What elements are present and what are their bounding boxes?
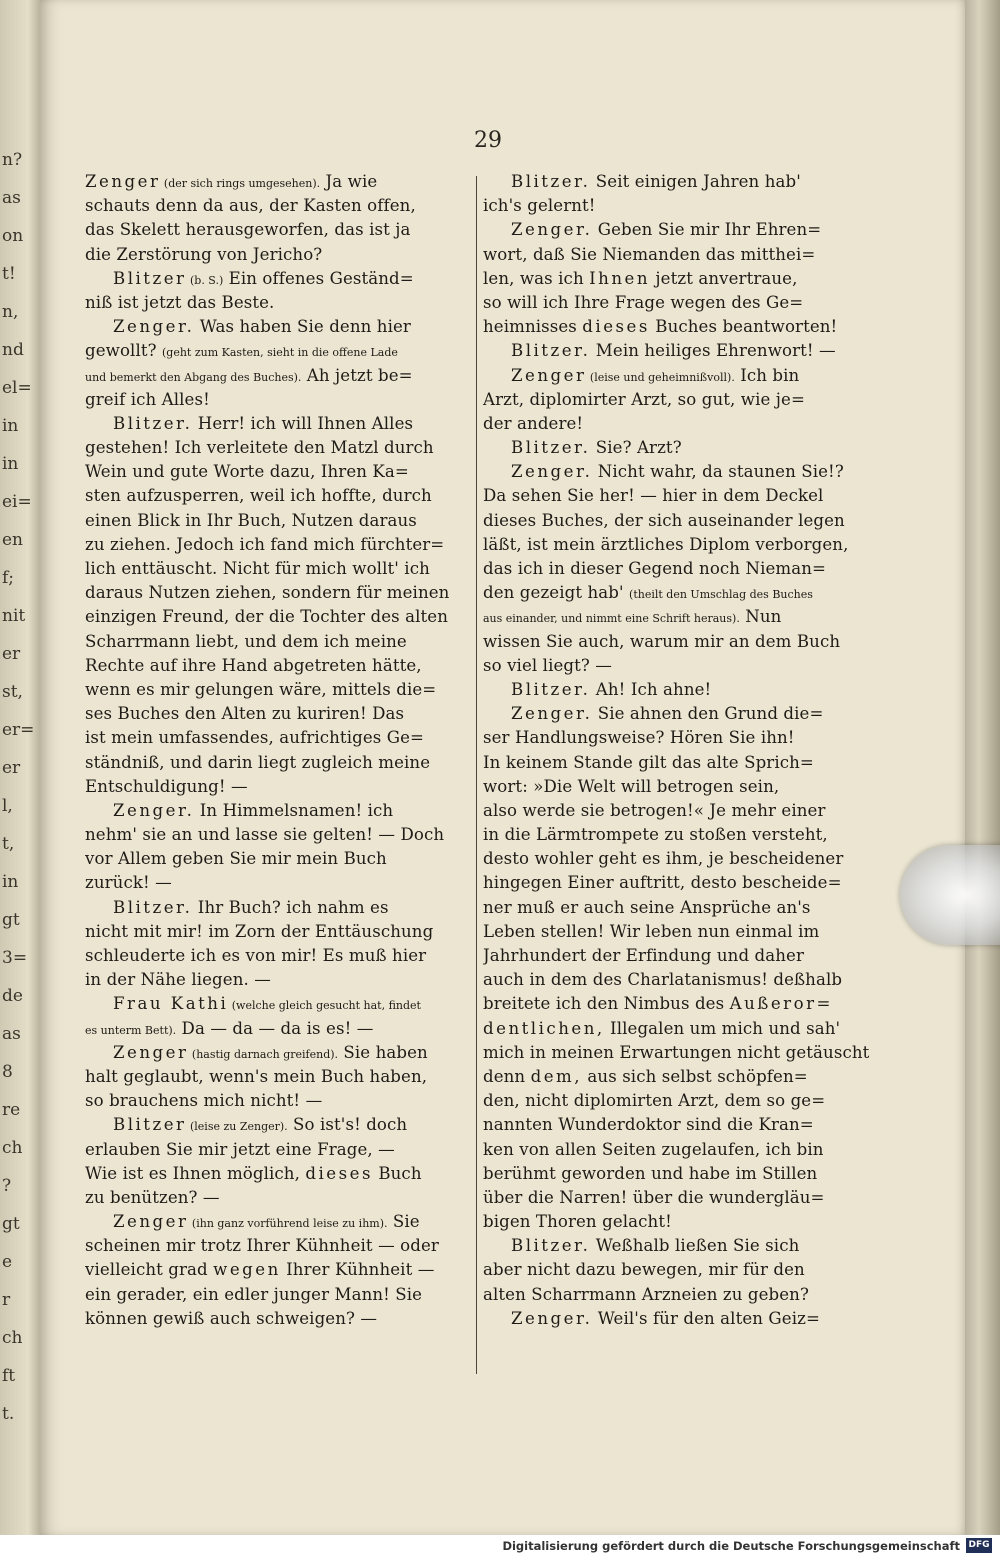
line-text: Ah jetzt be= xyxy=(301,365,413,385)
line-text: Ah! Ich ahne! xyxy=(590,679,712,699)
text-line xyxy=(85,509,485,533)
margin-fragment: in xyxy=(2,416,19,436)
stage-direction: (theilt den Umschlag des Buches xyxy=(629,588,813,602)
line-text: vor Allem geben Sie mir mein Buch xyxy=(85,849,387,869)
line-text: so brauchens mich nicht! — xyxy=(85,1091,323,1111)
line-text: greif ich Alles! xyxy=(85,389,210,409)
margin-fragment: in xyxy=(2,454,19,474)
margin-fragment: ch xyxy=(2,1138,23,1158)
text-line xyxy=(85,339,485,363)
line-text: Ein offenes Geständ= xyxy=(223,268,414,288)
margin-fragment: de xyxy=(2,986,23,1006)
speaker-name: Blitzer xyxy=(113,268,187,288)
margin-fragment: en xyxy=(2,530,24,550)
text-line xyxy=(85,412,485,436)
margin-fragment: t, xyxy=(2,834,15,854)
line-text: den gezeigt hab' xyxy=(483,583,630,603)
text-line xyxy=(483,1186,883,1210)
stage-direction: (welche gleich gesucht hat, findet xyxy=(228,999,421,1013)
text-line xyxy=(483,533,883,557)
line-text: Ja wie xyxy=(320,172,378,191)
margin-fragment: nit xyxy=(2,606,26,626)
line-text: Sie ahnen den Grund die= xyxy=(592,704,824,724)
text-line xyxy=(85,436,485,460)
line-text: len, was ich xyxy=(483,268,590,288)
line-text: halt geglaubt, wenn's mein Buch haben, xyxy=(85,1066,428,1086)
text-line xyxy=(85,775,485,799)
text-line xyxy=(85,388,485,412)
line-text: ich's gelernt! xyxy=(483,196,596,216)
previous-page-edge xyxy=(0,0,40,1535)
speaker-name: Blitzer xyxy=(113,1115,187,1135)
speaker-name: Außeror= xyxy=(729,994,833,1014)
line-text: gewollt? xyxy=(85,341,162,361)
line-text: lich enttäuscht. Nicht für mich wollt' ich xyxy=(85,559,430,578)
text-line xyxy=(85,1065,485,1089)
line-text: Wie ist es Ihnen möglich, xyxy=(85,1163,306,1183)
text-line xyxy=(483,944,883,968)
text-line xyxy=(85,557,485,581)
text-line xyxy=(483,1307,883,1331)
line-text: Sie xyxy=(387,1212,420,1232)
margin-fragment: t! xyxy=(2,264,16,284)
margin-fragment: e xyxy=(2,1252,13,1272)
text-line xyxy=(483,775,883,799)
line-text: desto wohler geht es ihm, je bescheidener xyxy=(483,849,844,869)
line-text: breitete ich den Nimbus des xyxy=(483,994,730,1014)
line-text: in der Nähe liegen. — xyxy=(85,970,271,990)
line-text: berühmt geworden und habe im Stillen xyxy=(483,1163,818,1183)
text-line xyxy=(85,871,485,895)
text-line xyxy=(85,1210,485,1234)
line-text: nehm' sie an und lasse sie gelten! — Doch xyxy=(85,825,445,845)
text-line xyxy=(85,1017,485,1041)
text-line xyxy=(483,920,883,944)
stage-direction: (hastig darnach greifend). xyxy=(188,1047,339,1061)
line-text: nannten Wunderdoktor sind die Kran= xyxy=(483,1115,814,1135)
line-text: über die Narren! über die wundergläu= xyxy=(483,1187,825,1207)
stage-direction: (b. S.) xyxy=(186,273,224,287)
speaker-name: Ihnen xyxy=(589,268,651,288)
line-text: In Himmelsnamen! ich xyxy=(194,800,394,820)
text-line xyxy=(483,460,883,484)
text-line xyxy=(483,992,883,1016)
speaker-name: Zenger. xyxy=(113,800,195,820)
stage-direction: (leise zu Zenger). xyxy=(186,1120,288,1134)
line-text: So ist's! doch xyxy=(287,1115,408,1135)
margin-fragment: gt xyxy=(2,1214,20,1234)
text-line xyxy=(483,1283,883,1307)
page-stack-edge xyxy=(965,0,1000,1535)
text-line xyxy=(85,799,485,823)
margin-fragment: l, xyxy=(2,796,13,816)
speaker-name: Zenger xyxy=(113,1042,189,1062)
line-text: das ich in dieser Gegend noch Nieman= xyxy=(483,559,827,578)
line-text: jetzt anvertraue, xyxy=(650,268,798,288)
text-line xyxy=(483,702,883,726)
text-line xyxy=(483,243,883,267)
text-line xyxy=(85,847,485,871)
line-text: ses Buches den Alten zu kuriren! Das xyxy=(85,704,405,724)
line-text: wort, daß Sie Niemanden das mitthei= xyxy=(483,244,816,264)
line-text: Ihr Buch? ich nahm es xyxy=(192,897,389,917)
text-line xyxy=(85,678,485,702)
margin-fragment: ei= xyxy=(2,492,32,512)
text-line xyxy=(483,847,883,871)
line-text: auch in dem des Charlatanismus! deßhalb xyxy=(483,970,843,990)
line-text: Scharrmann liebt, und dem ich meine xyxy=(85,631,407,651)
speaker-name: dentlichen, xyxy=(483,1018,605,1038)
text-line xyxy=(85,1041,485,1065)
margin-fragment: n, xyxy=(2,302,19,322)
line-text: Nun xyxy=(739,607,782,627)
line-text: Rechte auf ihre Hand abgetreten hätte, xyxy=(85,655,422,675)
line-text: Nicht wahr, da staunen Sie!? xyxy=(592,462,844,482)
text-line xyxy=(483,1138,883,1162)
text-line xyxy=(483,581,883,605)
margin-fragment: as xyxy=(2,188,21,208)
text-line xyxy=(85,1089,485,1113)
speaker-name: Zenger. xyxy=(511,220,593,240)
text-line xyxy=(85,1283,485,1307)
text-line xyxy=(85,218,485,242)
line-text: einzigen Freund, der die Tochter des alten xyxy=(85,607,449,627)
line-text: ner muß er auch seine Ansprüche an's xyxy=(483,897,811,917)
line-text: Da — da — da is es! — xyxy=(176,1018,374,1038)
text-line xyxy=(85,654,485,678)
text-line xyxy=(483,1065,883,1089)
line-text: niß ist jetzt das Beste. xyxy=(85,292,275,312)
line-text: können gewiß auch schweigen? — xyxy=(85,1308,378,1328)
line-text: nicht mit mir! im Zorn der Enttäuschung xyxy=(85,921,434,941)
text-line xyxy=(85,1234,485,1258)
text-line xyxy=(483,170,883,194)
text-line xyxy=(85,1138,485,1162)
text-line xyxy=(483,194,883,218)
margin-fragment: gt xyxy=(2,910,20,930)
text-line xyxy=(483,630,883,654)
line-text: Buches beantworten! xyxy=(649,317,838,337)
line-text: Wein und gute Worte dazu, Ihren Ka= xyxy=(85,462,409,482)
line-text: Ihrer Kühnheit — xyxy=(280,1260,435,1280)
line-text: der andere! xyxy=(483,413,584,433)
speaker-name: Zenger xyxy=(113,1212,189,1232)
margin-fragment: 3= xyxy=(2,948,28,968)
text-line xyxy=(85,581,485,605)
line-text: Was haben Sie denn hier xyxy=(194,317,411,337)
line-text: wissen Sie auch, warum mir an dem Buch xyxy=(483,631,841,651)
margin-fragment: nd xyxy=(2,340,24,360)
line-text: so viel liegt? — xyxy=(483,655,612,675)
line-text: daraus Nutzen ziehen, sondern für meinen xyxy=(85,583,450,603)
line-text: Buch xyxy=(372,1163,422,1183)
line-text: aber nicht dazu bewegen, mir für den xyxy=(483,1260,805,1280)
margin-fragment: ? xyxy=(2,1176,12,1196)
margin-fragment: st, xyxy=(2,682,23,702)
text-line xyxy=(85,726,485,750)
margin-fragment: er= xyxy=(2,720,35,740)
margin-fragment: ft xyxy=(2,1366,16,1386)
line-text: also werde sie betrogen!« Je mehr einer xyxy=(483,800,826,820)
text-line xyxy=(483,1162,883,1186)
speaker-name: Zenger. xyxy=(511,704,593,724)
text-line xyxy=(85,484,485,508)
line-text: wort: »Die Welt will betrogen sein, xyxy=(483,776,780,796)
line-text: Illegalen um mich und sah' xyxy=(604,1018,841,1038)
text-line xyxy=(85,968,485,992)
text-line xyxy=(483,1258,883,1282)
line-text: Weil's für den alten Geiz= xyxy=(592,1308,820,1328)
text-line xyxy=(483,871,883,895)
line-text: mich in meinen Erwartungen nicht getäuscht xyxy=(483,1042,870,1062)
margin-fragment: 8 xyxy=(2,1062,13,1082)
speaker-name: Blitzer. xyxy=(113,897,193,917)
stage-direction: (leise und geheimnißvoll). xyxy=(586,370,735,384)
text-line xyxy=(483,1234,883,1258)
line-text: ständniß, und darin liegt zugleich meine xyxy=(85,752,431,772)
line-text: ken von allen Seiten zugelaufen, ich bin xyxy=(483,1139,824,1159)
line-text: Mein heiliges Ehrenwort! — xyxy=(590,341,836,361)
line-text: zu benützen? — xyxy=(85,1187,220,1207)
page-number: 29 xyxy=(474,128,502,153)
speaker-name: wegen xyxy=(213,1260,281,1280)
line-text: zu ziehen. Jedoch ich fand mich fürchter= xyxy=(85,534,445,554)
text-line xyxy=(85,630,485,654)
line-text: ist mein umfassendes, aufrichtiges Ge= xyxy=(85,728,425,748)
line-text: Weßhalb ließen Sie sich xyxy=(590,1236,800,1256)
text-line xyxy=(483,412,883,436)
text-line xyxy=(85,291,485,315)
speaker-name: Frau Kathi xyxy=(113,994,229,1014)
line-text: läßt, ist mein ärztliches Diplom verborgen, xyxy=(483,534,849,554)
text-line xyxy=(85,364,485,388)
stage-direction: (ihn ganz vorführend leise zu ihm). xyxy=(188,1217,388,1231)
stage-direction: aus einander, und nimmt eine Schrift heraus). xyxy=(483,612,740,626)
line-text: Da sehen Sie her! — hier in dem Deckel xyxy=(483,486,824,506)
text-line xyxy=(483,1041,883,1065)
text-line xyxy=(483,823,883,847)
margin-fragment: as xyxy=(2,1024,21,1044)
text-line xyxy=(85,920,485,944)
margin-fragment: er xyxy=(2,644,21,664)
text-line xyxy=(85,896,485,920)
line-text: alten Scharrmann Arzneien zu geben? xyxy=(483,1284,809,1304)
speaker-name: Blitzer. xyxy=(511,679,591,699)
line-text: Sie haben xyxy=(338,1042,428,1062)
text-line xyxy=(85,1186,485,1210)
speaker-name: Blitzer. xyxy=(511,172,591,191)
line-text: Jahrhundert der Erfindung und daher xyxy=(483,946,804,965)
text-line xyxy=(483,509,883,533)
text-line xyxy=(85,243,485,267)
line-text: Ich bin xyxy=(734,365,800,385)
left-text-column xyxy=(85,170,485,1331)
text-line xyxy=(85,194,485,218)
margin-fragment: on xyxy=(2,226,24,246)
text-line xyxy=(483,436,883,460)
text-line xyxy=(483,364,883,388)
text-line xyxy=(483,1113,883,1137)
text-line xyxy=(85,460,485,484)
line-text: bigen Thoren gelacht! xyxy=(483,1212,672,1232)
text-line xyxy=(483,1017,883,1041)
margin-fragment: f; xyxy=(2,568,15,588)
speaker-name: Zenger xyxy=(511,365,587,385)
speaker-name: Zenger xyxy=(85,172,161,191)
text-line xyxy=(483,484,883,508)
speaker-name: Blitzer. xyxy=(113,413,193,433)
line-text: zurück! — xyxy=(85,873,172,893)
text-line xyxy=(85,170,485,194)
line-text: Herr! ich will Ihnen Alles xyxy=(192,413,414,433)
line-text: dieses Buches, der sich auseinander legen xyxy=(483,510,845,530)
speaker-name: Blitzer. xyxy=(511,438,591,458)
speaker-name: Zenger. xyxy=(113,317,195,337)
text-line xyxy=(85,533,485,557)
text-line xyxy=(85,992,485,1016)
text-line xyxy=(85,702,485,726)
dfg-logo: DFG xyxy=(966,1538,992,1553)
stage-direction: und bemerkt den Abgang des Buches). xyxy=(85,370,302,384)
line-text: hingegen Einer auftritt, desto bescheide= xyxy=(483,873,842,893)
line-text: ein gerader, ein edler junger Mann! Sie xyxy=(85,1284,423,1304)
line-text: Leben stellen! Wir leben nun einmal im xyxy=(483,921,820,941)
stage-direction: (der sich rings umgesehen). xyxy=(160,177,321,190)
text-line xyxy=(483,678,883,702)
text-line xyxy=(483,654,883,678)
line-text: Entschuldigung! — xyxy=(85,776,248,796)
text-line xyxy=(483,267,883,291)
line-text: schauts denn da aus, der Kasten offen, xyxy=(85,196,416,216)
line-text: sten aufzusperren, weil ich hoffte, durch xyxy=(85,486,432,506)
footer-bar xyxy=(0,1535,1000,1558)
line-text: so will ich Ihre Frage wegen des Ge= xyxy=(483,292,804,312)
margin-fragment: el= xyxy=(2,378,32,398)
text-line xyxy=(483,557,883,581)
line-text: ser Handlungsweise? Hören Sie ihn! xyxy=(483,728,795,748)
line-text: gestehen! Ich verleitete den Matzl durch xyxy=(85,438,434,458)
line-text: schleuderte ich es von mir! Es muß hier xyxy=(85,946,427,965)
text-line xyxy=(85,267,485,291)
text-line xyxy=(483,388,883,412)
text-line xyxy=(483,1089,883,1113)
line-text: vielleicht grad xyxy=(85,1260,214,1280)
text-line xyxy=(483,968,883,992)
line-text: Arzt, diplomirter Arzt, so gut, wie je= xyxy=(483,389,805,409)
margin-fragment: er xyxy=(2,758,21,778)
line-text: den, nicht diplomirten Arzt, dem so ge= xyxy=(483,1091,826,1111)
line-text: denn xyxy=(483,1066,531,1086)
line-text: einen Blick in Ihr Buch, Nutzen daraus xyxy=(85,510,417,530)
speaker-name: Blitzer. xyxy=(511,341,591,361)
text-line xyxy=(85,823,485,847)
line-text: scheinen mir trotz Ihrer Kühnheit — oder xyxy=(85,1236,439,1256)
line-text: heimnisses xyxy=(483,317,583,337)
text-line xyxy=(483,1210,883,1234)
text-line xyxy=(85,1258,485,1282)
text-line xyxy=(85,751,485,775)
speaker-name: dem, xyxy=(530,1066,583,1086)
right-text-column xyxy=(483,170,883,1331)
line-text: erlauben Sie mir jetzt eine Frage, — xyxy=(85,1139,395,1159)
line-text: wenn es mir gelungen wäre, mittels die= xyxy=(85,679,437,699)
text-line xyxy=(483,799,883,823)
stage-direction: es unterm Bett). xyxy=(85,1023,177,1037)
scanner-thumb-artifact xyxy=(900,845,1000,945)
line-text: Sie? Arzt? xyxy=(590,438,682,458)
speaker-name: Zenger. xyxy=(511,1308,593,1328)
line-text: das Skelett herausgeworfen, das ist ja xyxy=(85,220,411,240)
text-line xyxy=(483,726,883,750)
speaker-name: Blitzer. xyxy=(511,1236,591,1256)
text-line xyxy=(85,315,485,339)
text-line xyxy=(483,218,883,242)
line-text: In keinem Stande gilt das alte Sprich= xyxy=(483,752,814,772)
line-text: aus sich selbst schöpfen= xyxy=(582,1066,808,1086)
text-line xyxy=(85,1307,485,1331)
line-text: Seit einigen Jahren hab' xyxy=(590,172,801,191)
stage-direction: (geht zum Kasten, sieht in die offene Lade xyxy=(162,346,398,360)
margin-fragment: in xyxy=(2,872,19,892)
margin-fragment: r xyxy=(2,1290,11,1310)
line-text: die Zerstörung von Jericho? xyxy=(85,244,323,264)
margin-fragment: re xyxy=(2,1100,21,1120)
text-line xyxy=(483,339,883,363)
margin-fragment: ch xyxy=(2,1328,23,1348)
funding-credit: Digitalisierung gefördert durch die Deutsche Forschungsgemeinschaft xyxy=(502,1539,960,1553)
text-line xyxy=(85,1162,485,1186)
text-line xyxy=(483,605,883,629)
speaker-name: dieses xyxy=(582,317,650,337)
margin-fragment: t. xyxy=(2,1404,15,1424)
text-line xyxy=(85,1113,485,1137)
margin-fragment: n? xyxy=(2,150,23,170)
text-line xyxy=(85,944,485,968)
column-divider xyxy=(476,176,477,1374)
line-text: in die Lärmtrompete zu stoßen versteht, xyxy=(483,825,828,845)
text-line xyxy=(483,291,883,315)
text-line xyxy=(85,605,485,629)
speaker-name: Zenger. xyxy=(511,462,593,482)
text-line xyxy=(483,896,883,920)
text-line xyxy=(483,315,883,339)
line-text: Geben Sie mir Ihr Ehren= xyxy=(592,220,822,240)
speaker-name: dieses xyxy=(305,1163,373,1183)
text-line xyxy=(483,751,883,775)
